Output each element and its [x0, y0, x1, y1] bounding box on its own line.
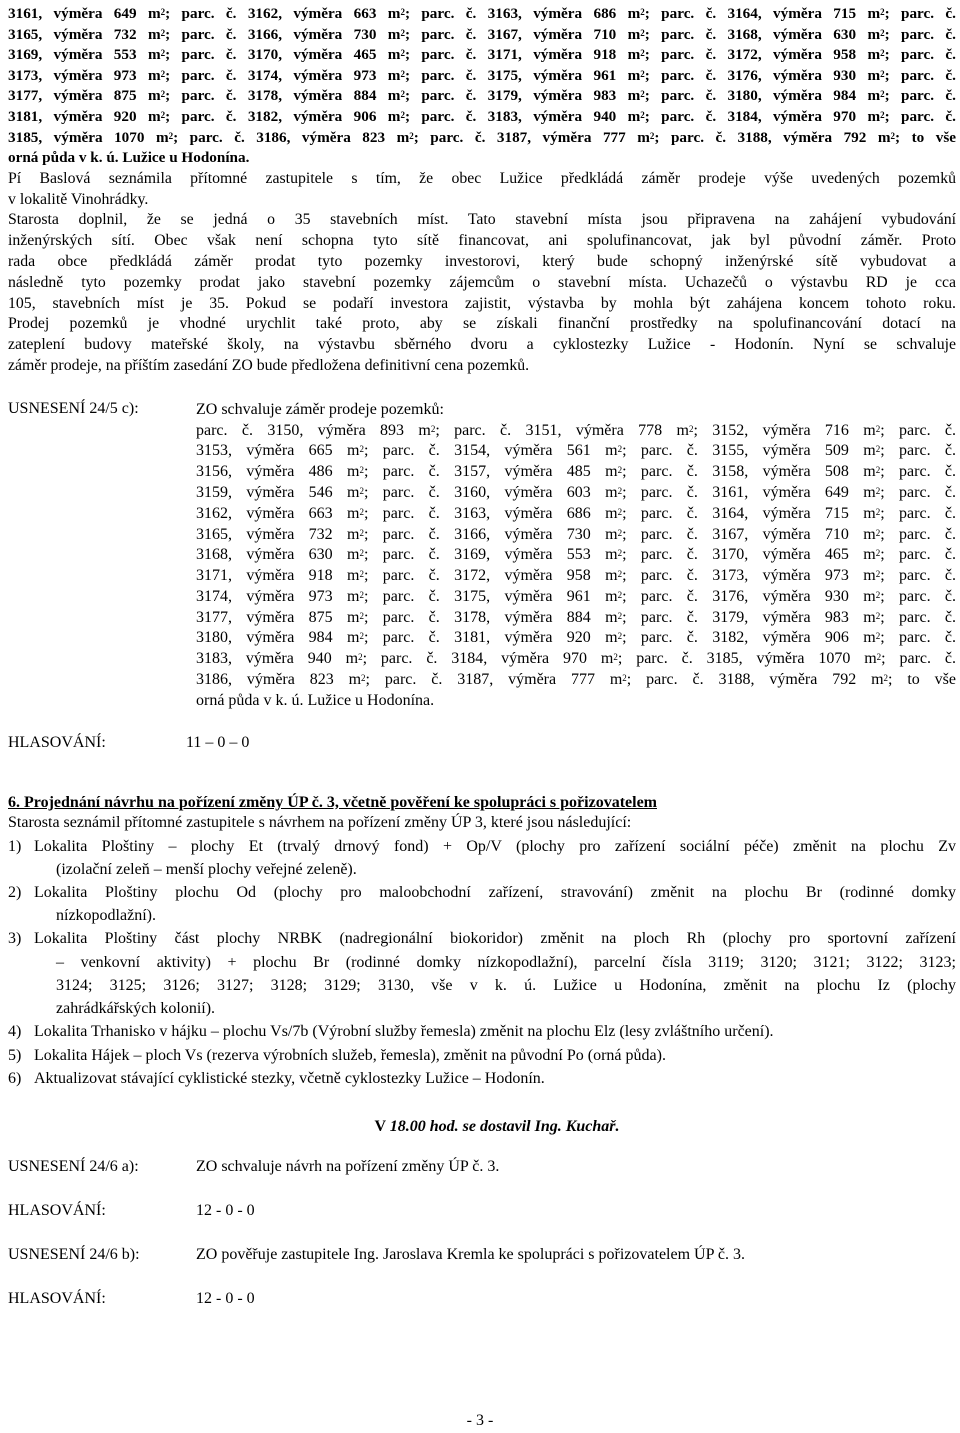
resolution-line: 3156, výměra 486 $m^2$; parc. č. 3157, výměra 485 $m^2$; parc. č. 3158, výměra 508 $m^2$; parc. č. [196, 463, 957, 481]
resolution-label: USNESENÍ 24/6 b): [8, 1245, 140, 1263]
list-item-text [34, 927, 956, 1020]
vote-label: HLASOVÁNÍ: [8, 1289, 106, 1307]
list-item-line: nízkopodlažní). [56, 907, 156, 925]
list-item-text [34, 835, 956, 881]
list-item-line: Lokalita Ploštiny – plochy Et (trvalý drnový fond) + Op/V (plochy pro zařízení sociální péče) změnit na plochu Zv [34, 837, 956, 855]
intro-line: Pí Baslová seznámila přítomné zastupitele s tím, že obec Lužice předkládá záměr prodeje výše uvedených pozemků [8, 169, 956, 187]
list-item [8, 835, 956, 881]
list-item-line: 3124; 3125; 3126; 3127; 3128; 3129; 3130, vše v k. ú. Lužice u Hodonína, změnit na plochu Iz (plochy [56, 976, 956, 994]
resolution-line: 3168, výměra 630 $m^2$; parc. č. 3169, výměra 553 $m^2$; parc. č. 3170, výměra 465 $m^2$; parc. č. [196, 546, 957, 564]
resolution-label: USNESENÍ 24/6 a): [8, 1157, 139, 1175]
change-list [8, 835, 956, 1090]
resolution-text: ZO pověřuje zastupitele Ing. Jaroslava Kremla ke spolupráci s pořizovatelem ÚP č. 3. [196, 1245, 746, 1263]
parcel-list-paragraph [8, 4, 956, 169]
list-item-line: Aktualizovat stávající cyklistické stezky, včetně cyklostezky Lužice – Hodonín. [34, 1069, 545, 1087]
resolution-label: USNESENÍ 24/5 c): [8, 399, 139, 417]
resolution-line: orná půda v k. ú. Lužice u Hodonína. [196, 691, 435, 709]
list-item-text [34, 881, 956, 927]
list-item [8, 1044, 956, 1067]
parcel-line: 3185, výměra 1070 $m^2$; parc. č. 3186, výměra 823 $m^2$; parc. č. 3187, výměra 777 $m^2$; parc. č. 3188, výměra 792 $m^2$; to vše [8, 128, 956, 146]
list-item-line: zahrádkářských kolonií). [56, 1000, 216, 1018]
resolution-24-5-c [8, 399, 957, 712]
resolution-text [196, 400, 956, 712]
vote-24-6-a [8, 1201, 956, 1224]
vote-24-6-b [8, 1289, 956, 1312]
list-item-text [34, 1067, 956, 1090]
list-item-number: 5) [8, 1046, 22, 1064]
section-6-title: 6. Projednání návrhu na pořízení změny ÚP č. 3, včetně pověření ke spolupráci s pořizovatelem [8, 793, 657, 811]
arrival-prefix: V [374, 1117, 390, 1135]
resolution-line: 3177, výměra 875 $m^2$; parc. č. 3178, výměra 884 $m^2$; parc. č. 3179, výměra 983 $m^2$; parc. č. [196, 608, 957, 626]
resolution-line: 3171, výměra 918 $m^2$; parc. č. 3172, výměra 958 $m^2$; parc. č. 3173, výměra 973 $m^2$; parc. č. [196, 567, 957, 585]
intro-line: inženýrských sítí. Obec však není schopna tyto sítě financovat, ani spolufinancovat, jak byl původní záměr. Proto [8, 232, 956, 250]
intro-line: Prodej pozemků je vhodné urychlit také proto, aby se získali finanční prostředky na spolufinancování dotací na [8, 315, 956, 333]
list-item-line: Lokalita Trhanisko v hájku – plochu Vs/7b (Výrobní služby řemesla) změnit na plochu Elz (lesy zvláštního určení). [34, 1023, 774, 1041]
list-item-line: Lokalita Ploštiny plochu Od (plochy pro maloobchodní zařízení, stravování) změnit na plochu Br (rodinné domky [34, 884, 956, 902]
list-item-number: 2) [8, 884, 22, 902]
resolution-24-6-a [8, 1157, 956, 1180]
parcel-line: orná půda v k. ú. Lužice u Hodonína. [8, 149, 250, 167]
parcel-line: 3177, výměra 875 $m^2$; parc. č. 3178, výměra 884 $m^2$; parc. č. 3179, výměra 983 $m^2$; parc. č. 3180, výměra 984 $m^2$; parc. č. [8, 87, 956, 105]
section-6-intro: Starosta seznámil přítomné zastupitele s návrhem na pořízení změny ÚP 3, které jsou následující: [8, 813, 632, 831]
resolution-line: ZO schvaluje záměr prodeje pozemků: [196, 400, 444, 418]
parcel-line: 3181, výměra 920 $m^2$; parc. č. 3182, výměra 906 $m^2$; parc. č. 3183, výměra 940 $m^2$; parc. č. 3184, výměra 970 $m^2$; parc. č. [8, 107, 956, 125]
parcel-line: 3173, výměra 973 $m^2$; parc. č. 3174, výměra 973 $m^2$; parc. č. 3175, výměra 961 $m^2$; parc. č. 3176, výměra 930 $m^2$; parc. č. [8, 66, 956, 84]
list-item-text [34, 1044, 956, 1067]
resolution-line: 3165, výměra 732 $m^2$; parc. č. 3166, výměra 730 $m^2$; parc. č. 3167, výměra 710 $m^2$; parc. č. [196, 525, 957, 543]
resolution-line: parc. č. 3150, výměra 893 $m^2$; parc. č. 3151, výměra 778 $m^2$; 3152, výměra 716 $m^2$; parc. č. [196, 421, 957, 439]
resolution-line: 3174, výměra 973 $m^2$; parc. č. 3175, výměra 961 $m^2$; parc. č. 3176, výměra 930 $m^2$; parc. č. [196, 587, 957, 605]
resolution-line: 3186, výměra 823 $m^2$; parc. č. 3187, výměra 777 $m^2$; parc. č. 3188, výměra 792 $m^2$; to vše [196, 671, 957, 689]
list-item-line: (izolační zeleň – menší plochy veřejné zeleně). [56, 860, 357, 878]
vote-label: HLASOVÁNÍ: [8, 733, 106, 751]
list-item-number: 4) [8, 1023, 22, 1041]
vote-value: 12 - 0 - 0 [196, 1289, 255, 1307]
list-item [8, 881, 956, 927]
arrival-text: 18.00 hod. se dostavil Ing. Kuchař. [389, 1117, 620, 1135]
vote-label: HLASOVÁNÍ: [8, 1201, 106, 1219]
list-item [8, 1067, 956, 1090]
intro-paragraph [8, 169, 956, 377]
intro-line: následně tyto pozemky prodat jako stavební pozemky zájemcům o stavební místa. Uchazečů o výstavbu RD je cca [8, 273, 956, 291]
vote-24-5-c [8, 733, 956, 754]
resolution-24-6-b [8, 1245, 956, 1268]
list-item-number: 3) [8, 930, 22, 948]
list-item-line: Lokalita Hájek – ploch Vs (rezerva výrobních služeb, řemesla), změnit na původní Po (orná půda). [34, 1046, 666, 1064]
resolution-line: 3162, výměra 663 $m^2$; parc. č. 3163, výměra 686 $m^2$; parc. č. 3164, výměra 715 $m^2$; parc. č. [196, 504, 957, 522]
intro-line: Starosta doplnil, že se jedná o 35 stavebních míst. Tato stavební místa jsou připravena na zahájení vybudování [8, 211, 956, 229]
intro-line: 105, stavebních míst je 35. Pokud se podaří investora zajistit, výstavba by mohla být zahájena koncem tohoto roku. [8, 294, 956, 312]
list-item-line: – venkovní aktivity) + plochu Br (rodinné domky nízkopodlažní), parcelní čísla 3119; 3120; 3121; 3122; 3123; [56, 953, 956, 971]
resolution-line: 3159, výměra 546 $m^2$; parc. č. 3160, výměra 603 $m^2$; parc. č. 3161, výměra 649 $m^2$; parc. č. [196, 483, 957, 501]
list-item-number: 6) [8, 1069, 22, 1087]
list-item-text [34, 1020, 956, 1043]
intro-line: záměr prodeje, na příštím zasedání ZO bude předložena definitivní cena pozemků. [8, 356, 530, 374]
intro-line: v lokalitě Vinohrádky. [8, 190, 149, 208]
intro-line: zateplení budovy mateřské školy, na výstavbu sběrného dvoru a cyklostezky Lužice - Hodonín. Nyní se schvaluje [8, 336, 956, 354]
resolution-line: 3180, výměra 984 $m^2$; parc. č. 3181, výměra 920 $m^2$; parc. č. 3182, výměra 906 $m^2$; parc. č. [196, 629, 957, 647]
resolution-line: 3183, výměra 940 $m^2$; parc. č. 3184, výměra 970 $m^2$; parc. č. 3185, výměra 1070 $m^2$; parc. č. [196, 650, 957, 668]
intro-line: rada obce předkládá záměr prodat tyto pozemky investorovi, který bude schopný inženýrské sítě vybudovat a [8, 252, 956, 270]
vote-value: 12 - 0 - 0 [196, 1201, 255, 1219]
list-item [8, 1020, 956, 1043]
parcel-line: 3165, výměra 732 $m^2$; parc. č. 3166, výměra 730 $m^2$; parc. č. 3167, výměra 710 $m^2$; parc. č. 3168, výměra 630 $m^2$; parc. č. [8, 25, 956, 43]
list-item-line: Lokalita Ploštiny část plochy NRBK (nadregionální biokoridor) změnit na ploch Rh (plochy pro sportovní zařízení [34, 930, 956, 948]
page-number: - 3 - [466, 1412, 494, 1429]
resolution-text: ZO schvaluje návrh na pořízení změny ÚP č. 3. [196, 1157, 500, 1175]
document-page [8, 4, 957, 1312]
vote-value: 11 – 0 – 0 [186, 733, 250, 751]
list-item [8, 927, 956, 1020]
parcel-line: 3169, výměra 553 $m^2$; parc. č. 3170, výměra 465 $m^2$; parc. č. 3171, výměra 918 $m^2$; parc. č. 3172, výměra 958 $m^2$; parc. č. [8, 46, 956, 64]
resolution-line: 3153, výměra 665 $m^2$; parc. č. 3154, výměra 561 $m^2$; parc. č. 3155, výměra 509 $m^2$; parc. č. [196, 442, 957, 460]
arrival-note [38, 1118, 956, 1136]
parcel-line: 3161, výměra 649 $m^2$; parc. č. 3162, výměra 663 $m^2$; parc. č. 3163, výměra 686 $m^2$; parc. č. 3164, výměra 715 $m^2$; parc. č. [8, 5, 956, 22]
list-item-number: 1) [8, 837, 22, 855]
